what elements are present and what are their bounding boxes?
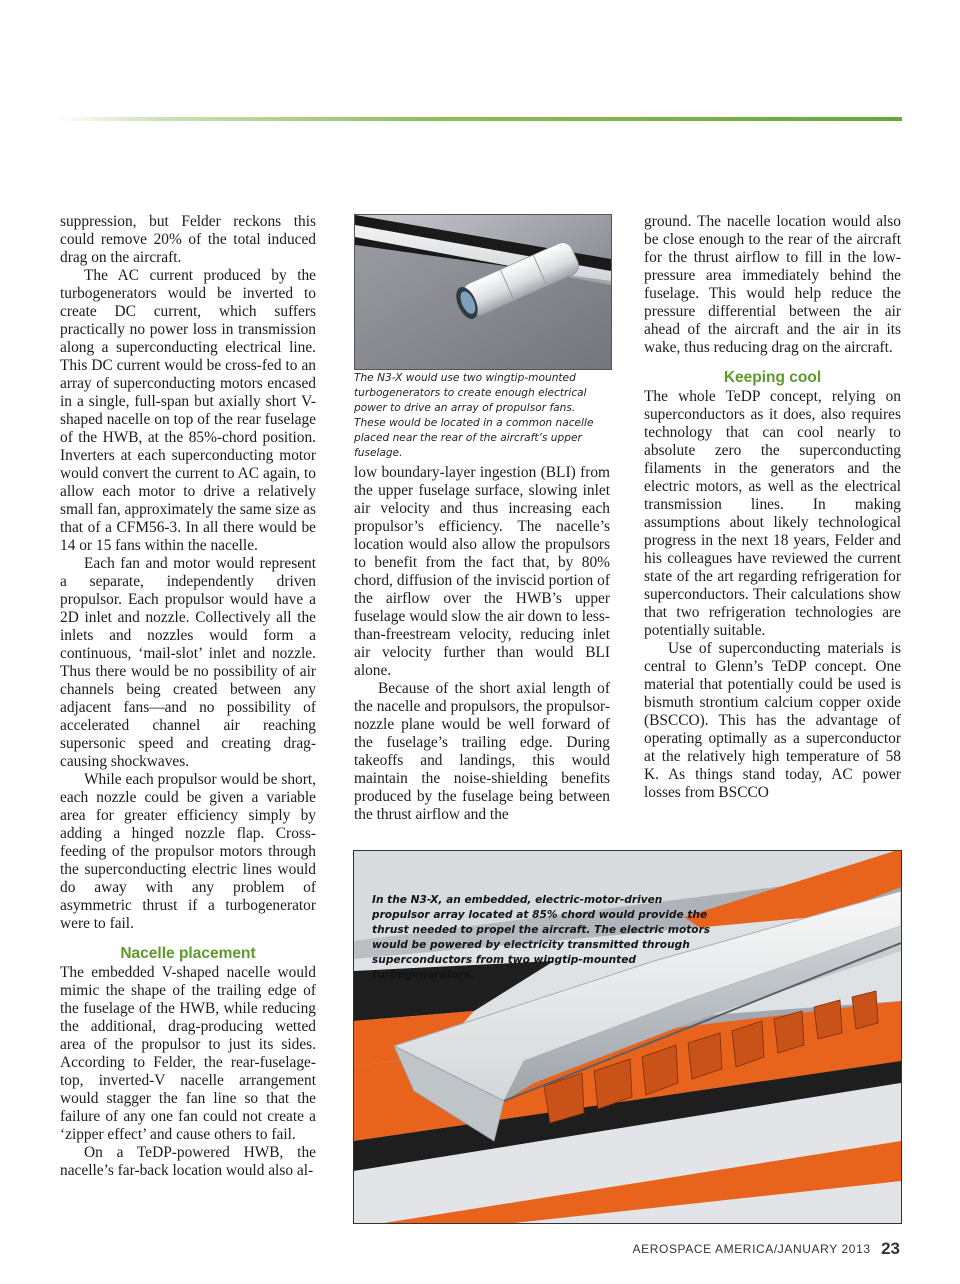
body-paragraph: Because of the short axial length of the nacelle and propulsors, the propulsor-nozzle plane would be well forward of the fuselage’s trailing edge. During takeoffs and landings, this would maintain the noise-shielding benefits produced by the fuselage being between the thrust airflow and the: [354, 680, 610, 823]
publication-line: AEROSPACE AMERICA/JANUARY 2013: [632, 1242, 871, 1256]
body-paragraph: The AC current produced by the turbogenerators would be inverted to create DC current, which suffers practically no power loss in transmission along a superconducting electrical line. This DC current would be cross-fed to an array of superconducting motors encased in a single, full-span but axially short V-shaped nacelle on top of the rear fuselage of the HWB, at the 85%-chord position. Inverters at each superconducting motor would convert the current to AC again, to allow each motor to drive a relatively small fan, approximately the same size as that of a CFM56-3. In all there would be 14 or 15 fans within the nacelle.: [60, 267, 316, 554]
section-heading-keeping-cool: Keeping cool: [723, 369, 822, 386]
body-paragraph: On a TeDP-powered HWB, the nacelle’s far-back location would also al-: [60, 1144, 316, 1179]
section-heading-nacelle-placement: Nacelle placement: [120, 945, 256, 962]
body-paragraph: The whole TeDP concept, relying on superconductors as it does, also requires technology that can cool nearly to absolute zero the superconducting filaments in the generators and the electric motors, as well as the electrical transmission lines. In making assumptions about likely technological progress in the next 18 years, Felder and his colleagues have reviewed the current state of the art regarding refrigeration for superconductors. Their calculations show that two refrigeration technologies are potentially suitable.: [644, 388, 901, 639]
text-column-1: [60, 213, 316, 1180]
figure-propulsor-array: [353, 850, 902, 1224]
wingtip-nacelle-illustration: [355, 215, 611, 369]
body-paragraph: low boundary-layer ingestion (BLI) from the upper fuselage surface, slowing inlet air velocity and thus increasing each propulsor’s efficiency. The nacelle’s location would also allow the propulsors to benefit from the fact that, by 80% chord, diffusion of the inviscid portion of the airflow over the HWB’s upper fuselage would slow the air down to less-than-freestream velocity, reducing inlet air velocity further than would BLI alone.: [354, 464, 610, 679]
text-column-2: [354, 464, 610, 824]
body-paragraph: suppression, but Felder reckons this could remove 20% of the total induced drag on the aircraft.: [60, 213, 316, 266]
body-paragraph: Each fan and motor would represent a separate, independently driven propulsor. Each propulsor would have a 2D inlet and nozzle. Collectively all the inlets and nozzles would form a continuous, ‘mail-slot’ inlet and nozzle. Thus there would be no possibility of air channels being created between any adjacent fans—and no possibility of accelerated channel air reaching supersonic speed and creating drag-causing shockwaves.: [60, 555, 316, 770]
page-number: 23: [881, 1239, 900, 1258]
figure-caption: In the N3-X, an embedded, electric-motor-driven propulsor array located at 85% chord would provide the thrust needed to propel the aircraft. The electric motors would be powered by electricity transmitted through superconductors from two wingtip-mounted turbogenerators.: [372, 894, 711, 981]
header-rule: [56, 117, 902, 121]
figure-wingtip-turbogenerator: [354, 214, 612, 370]
body-paragraph: The embedded V-shaped nacelle would mimic the shape of the trailing edge of the fuselage of the HWB, while reducing the additional, drag-producing wetted area of the propulsor to just its sides. According to Felder, the rear-fuselage-top, inverted-V nacelle arrangement would stagger the fan line so that the failure of any one fan could not create a ‘zipper effect’ and cause others to fail.: [60, 964, 316, 1143]
text-column-3: [644, 213, 901, 802]
body-paragraph: ground. The nacelle location would also be close enough to the rear of the aircraft for the thrust airflow to fill in the low-pressure area immediately behind the fuselage. This would help reduce the pressure differential between the air ahead of the aircraft and the air in its wake, thus reducing drag on the aircraft.: [644, 213, 901, 356]
body-paragraph: While each propulsor would be short, each nozzle could be given a variable area for greater efficiency simply by adding a hinged nozzle flap. Cross-feeding of the propulsor motors through the superconducting electric lines would do away with any problem of asymmetric thrust if a turbogenerator were to fail.: [60, 771, 316, 932]
figure-caption: The N3-X would use two wingtip-mounted turbogenerators to create enough electrical power to drive an array of propulsor fans. These would be located in a common nacelle placed near the rear of the aircraft’s upper fuselage.: [354, 372, 594, 459]
body-paragraph: Use of superconducting materials is central to Glenn’s TeDP concept. One material that potentially could be used is bismuth strontium calcium copper oxide (BSCCO). This has the advantage of operating optimally as a superconductor at the relatively high temperature of 58 K. As things stand today, AC power losses from BSCCO: [644, 640, 901, 801]
page-footer: [633, 1239, 900, 1259]
